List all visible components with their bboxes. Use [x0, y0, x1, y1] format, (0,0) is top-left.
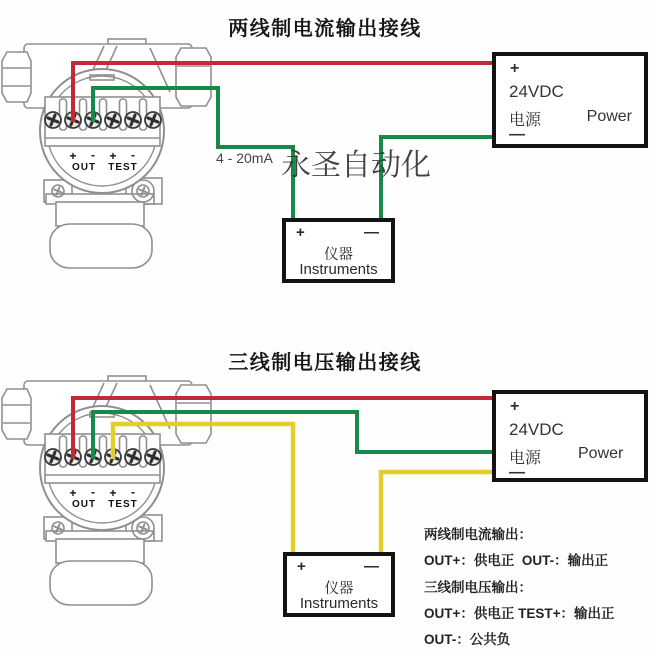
power-voltage-label: 24VDC: [509, 82, 564, 101]
terminal-label-test-plus: +: [109, 486, 117, 500]
instrument-label-en: Instruments: [299, 595, 379, 612]
instrument-minus-terminal: —: [364, 558, 379, 575]
note-line: 两线制电流输出：: [424, 527, 532, 542]
power-label-en: Power: [586, 108, 632, 125]
power-box-bottom: [492, 390, 648, 482]
power-label-cn: 电源: [509, 450, 542, 467]
terminal-label-out-plus: +: [69, 149, 77, 163]
instrument-plus-terminal: +: [297, 558, 306, 575]
note-line: OUT+：供电正 OUT-：输出正: [424, 553, 609, 569]
watermark-text: 永圣自动化: [281, 149, 431, 182]
instrument-box-bottom: [283, 552, 395, 617]
power-plus-terminal: +: [510, 60, 520, 77]
terminal-label-out-minus: -: [91, 148, 95, 162]
terminal-label-out: OUT: [71, 499, 97, 510]
note-line: OUT+：供电正 TEST+：输出正: [424, 605, 615, 621]
instrument-plus-terminal: +: [296, 224, 305, 241]
terminal-label-out-plus: +: [69, 486, 77, 500]
instrument-minus-terminal: —: [364, 224, 379, 241]
wiring-notes: [424, 522, 650, 652]
power-label-cn: 电源: [509, 112, 542, 129]
terminal-label-test: TEST: [108, 499, 138, 510]
terminal-label-test-plus: +: [109, 149, 117, 163]
power-box-top: [492, 52, 648, 148]
signal-range-label: 4 - 20mA: [216, 150, 273, 166]
instrument-label-cn: 仪器: [324, 247, 353, 263]
instrument-box-top: [282, 218, 395, 283]
power-minus-terminal: —: [509, 126, 525, 143]
instrument-label-cn: 仪器: [324, 581, 354, 597]
terminal-label-test: TEST: [108, 162, 138, 173]
terminal-label-test-minus: -: [131, 148, 135, 162]
power-label-en: Power: [578, 445, 624, 462]
terminal-label-test-minus: -: [131, 485, 135, 499]
power-voltage-label: 24VDC: [509, 420, 564, 439]
bottom-diagram-title: 三线制电压输出接线: [228, 352, 422, 374]
power-plus-terminal: +: [510, 398, 520, 415]
terminal-label-out-minus: -: [91, 485, 95, 499]
terminal-label-out: OUT: [71, 162, 97, 173]
top-diagram-title: 两线制电流输出接线: [228, 18, 422, 40]
note-line: OUT-：公共负: [424, 632, 511, 648]
instrument-label-en: Instruments: [299, 261, 378, 278]
note-line: 三线制电压输出：: [424, 579, 532, 595]
power-minus-terminal: —: [509, 464, 525, 481]
